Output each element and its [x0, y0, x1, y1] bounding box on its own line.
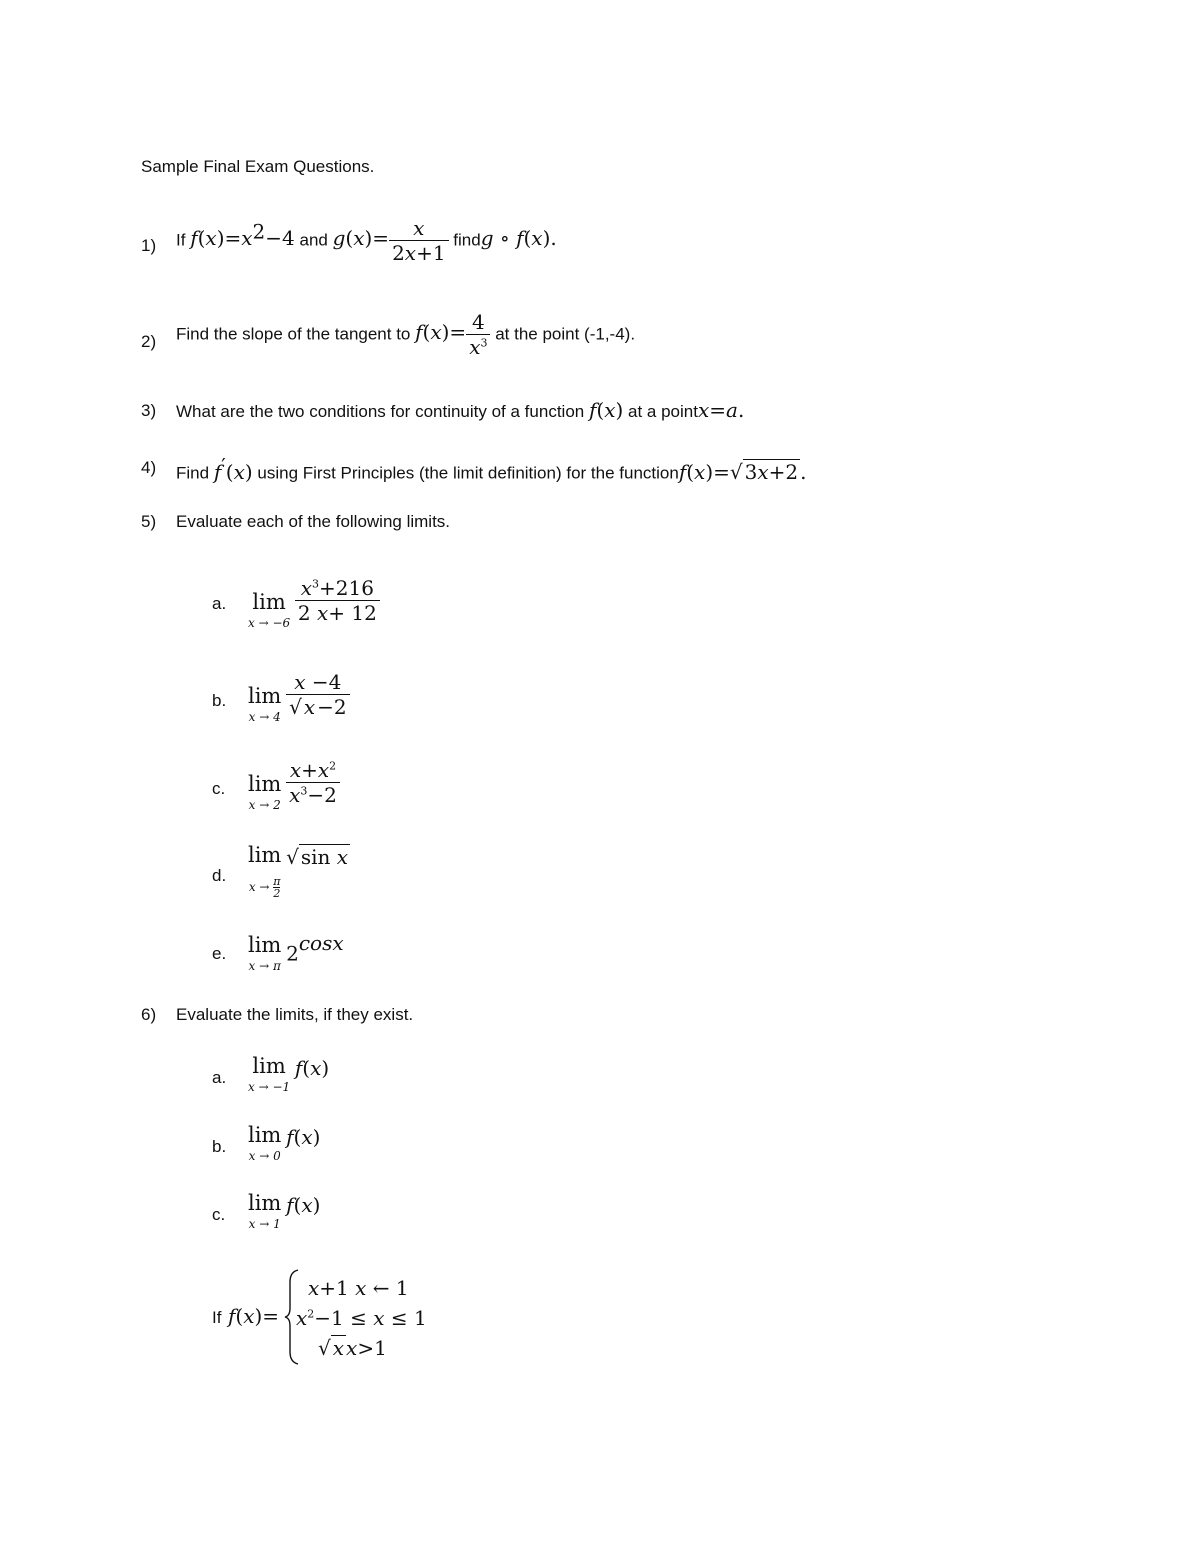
- q1-g-expression: g(x)= $\frac{x}{2x+1}$: [333, 230, 449, 249]
- q5c-label: c.: [212, 779, 226, 798]
- question-2-number: 2): [141, 332, 157, 351]
- q5c-limit: lim x → 2 $\frac{x+x^2}{x^3-2}$: [248, 760, 340, 811]
- q3-f-expression: f(x): [588, 398, 624, 422]
- q5b-label: b.: [212, 691, 227, 710]
- question-4-lead: Find: [176, 463, 210, 483]
- question-1-if: If: [176, 230, 186, 250]
- q4-fprime-expression: f′(x): [213, 453, 253, 484]
- q6c-limit: lim x → 1 f(x): [248, 1191, 321, 1231]
- question-4-mid: using First Principles (the limit definition) for the function: [257, 463, 679, 483]
- piecewise-case-3: √ x x>1: [318, 1336, 387, 1360]
- piecewise-case-1: x+1 x ← 1: [308, 1276, 409, 1300]
- q5a-label: a.: [212, 594, 227, 613]
- question-4: [176, 453, 806, 484]
- page-title: Sample Final Exam Questions.: [141, 157, 375, 176]
- question-2: [176, 312, 635, 358]
- piecewise-if: If: [212, 1308, 222, 1327]
- q5a-limit: lim x → −6 $\frac{x^3+216}{2 x+ 12}$: [248, 578, 380, 629]
- piecewise-f: f(x)=: [228, 1304, 280, 1328]
- question-6-text: Evaluate the limits, if they exist.: [176, 1005, 414, 1024]
- question-2-tail: at the point (-1,-4).: [495, 324, 636, 344]
- question-5-text: Evaluate each of the following limits.: [176, 512, 451, 531]
- piecewise-case-2: $x^2-1 \le x \le 1$: [296, 1306, 427, 1330]
- question-1: [176, 218, 557, 264]
- question-6-number: 6): [141, 1005, 157, 1024]
- question-3-lead: What are the two conditions for continuity of a function: [176, 402, 585, 421]
- question-3: [176, 398, 744, 422]
- q6c-label: c.: [212, 1205, 226, 1224]
- q5d-label: d.: [212, 866, 227, 885]
- q5d-limit: lim x → $\frac{\pi}{2}$ √ sin x: [248, 843, 349, 900]
- question-1-number: 1): [141, 236, 157, 255]
- q2-f-expression: f(x)= $\frac{4}{x^3}$: [415, 324, 490, 343]
- question-1-and: and: [299, 230, 328, 250]
- q6b-limit: lim x → 0 f(x): [248, 1123, 321, 1163]
- q4-f-expression: f(x)=√ 3x+2 .: [678, 459, 807, 484]
- q1-f-expression: $f(x)=x^2-4$: [190, 219, 295, 251]
- q5e-limit: lim x → π $2^{cosx}$: [248, 931, 344, 973]
- q5b-limit: lim x → 4 $\frac{x -4}{√ x -2}$: [248, 672, 350, 723]
- q6b-label: b.: [212, 1137, 227, 1156]
- question-2-lead: Find the slope of the tangent to: [176, 324, 411, 344]
- question-4-number: 4): [141, 458, 157, 477]
- q6a-limit: lim x → −1 f(x): [248, 1054, 330, 1094]
- question-3-number: 3): [141, 401, 157, 420]
- question-3-tail: at a point: [628, 402, 698, 421]
- q6a-label: a.: [212, 1068, 227, 1087]
- q5e-label: e.: [212, 944, 227, 963]
- q1-composition: g ∘ f(x).: [480, 226, 557, 251]
- q3-point-expression: x=a.: [697, 398, 745, 422]
- question-1-find: find: [453, 230, 481, 250]
- question-5-number: 5): [141, 512, 157, 531]
